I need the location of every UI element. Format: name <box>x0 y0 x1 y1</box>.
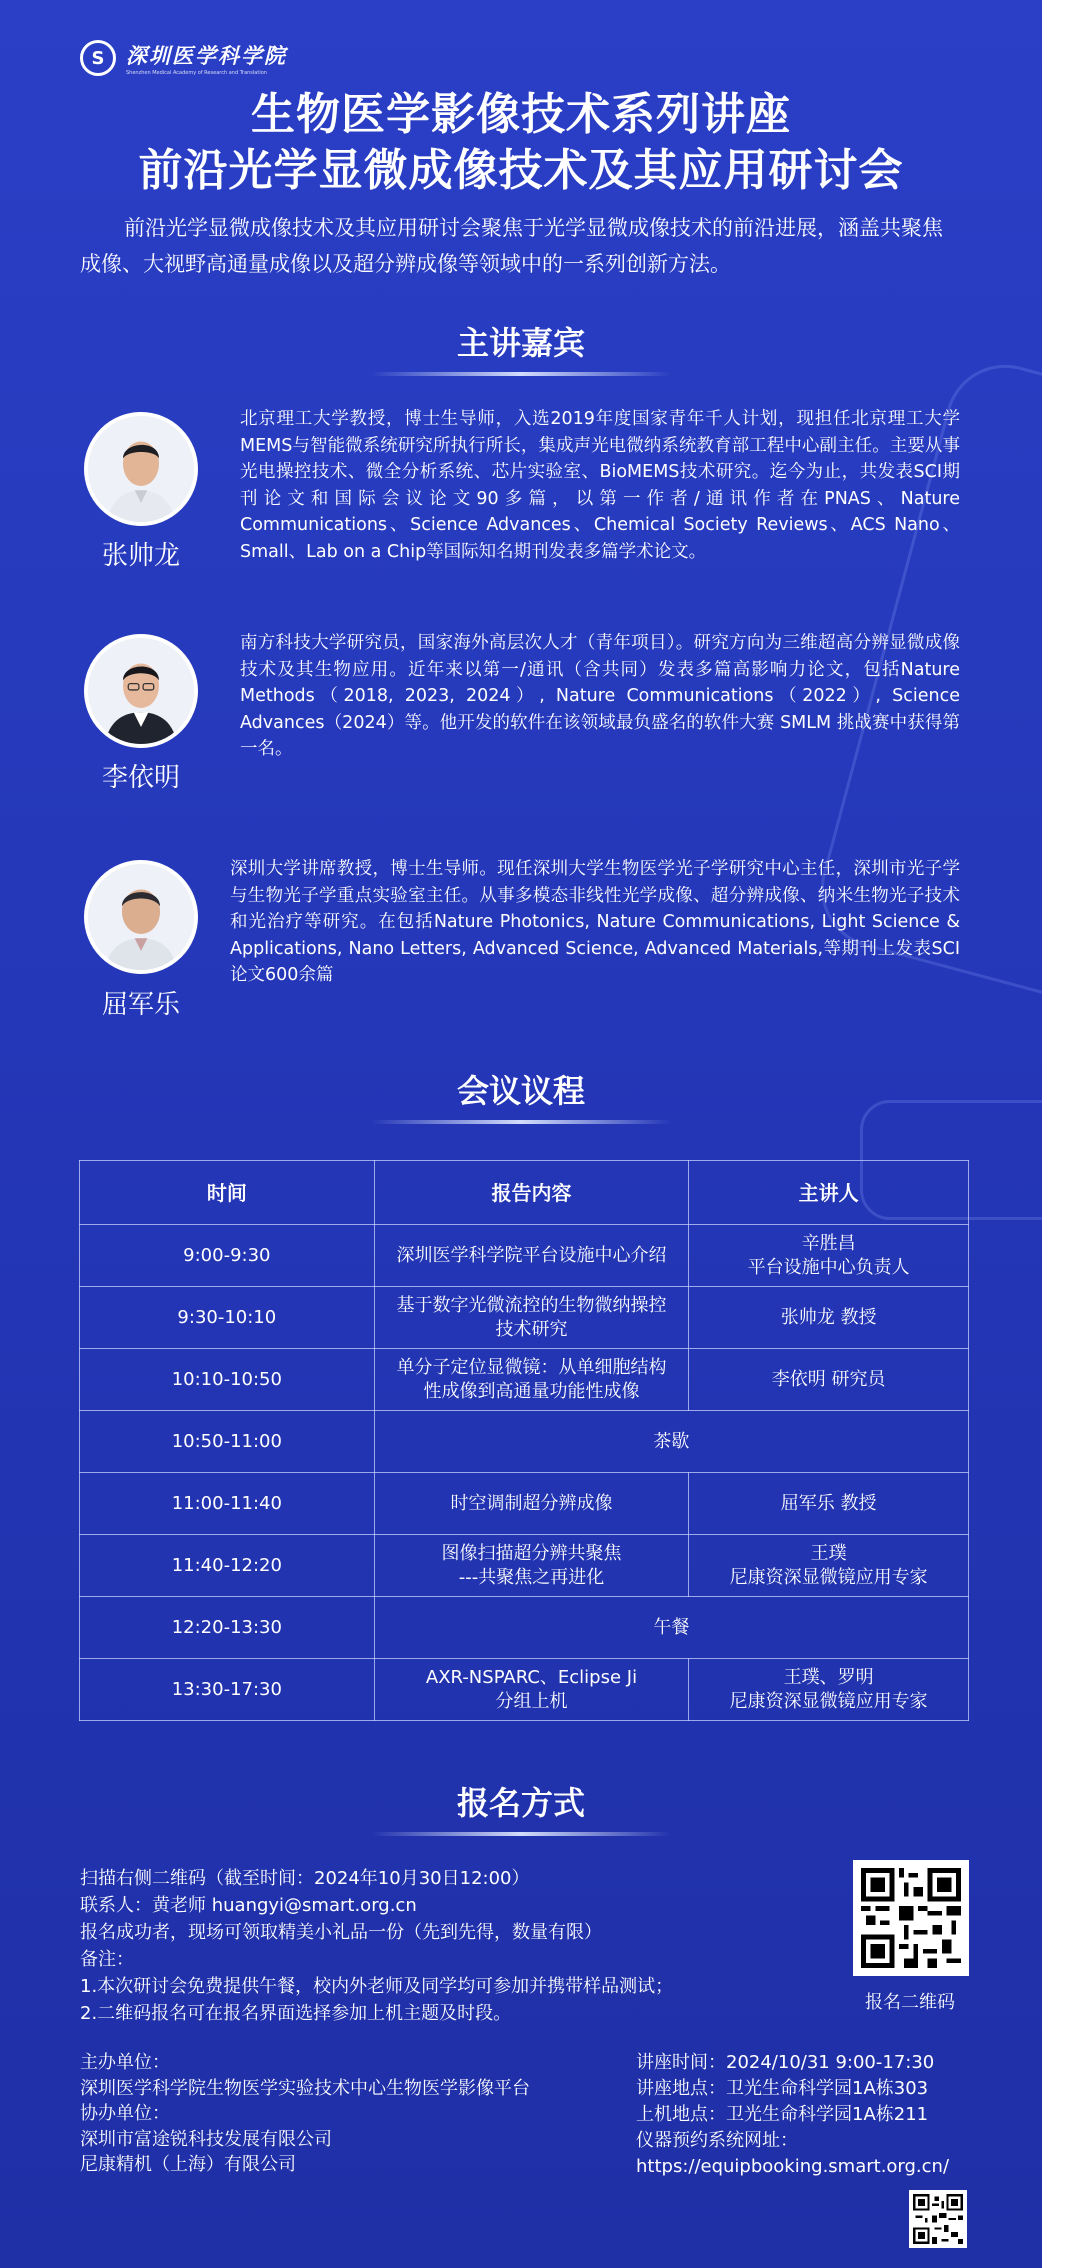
heading-divider <box>371 1832 671 1836</box>
speaker-name-li: 李依明 <box>101 763 180 793</box>
agenda-header-row <box>80 1161 969 1225</box>
qr-code-icon <box>913 2194 963 2244</box>
agenda-speaker: 王璞 尼康资深显微镜应用专家 <box>689 1535 969 1597</box>
logo-name: 深圳医学科学院 <box>126 43 287 68</box>
agenda-topic: 基于数字光微流控的生物微纳操控 技术研究 <box>374 1287 689 1349</box>
agenda-row <box>80 1659 969 1721</box>
qr-code-icon <box>861 1868 961 1968</box>
speaker-photo-li <box>84 634 198 748</box>
lab-venue: 上机地点：卫光生命科学园1A栋211 <box>636 2104 929 2125</box>
organizers <box>80 2050 600 2178</box>
speaker-photo-zhang <box>84 412 198 526</box>
agenda-speaker: 辛胜昌 平台设施中心负责人 <box>689 1225 969 1287</box>
agenda-col-topic: 报告内容 <box>374 1161 689 1225</box>
agenda-row <box>80 1225 969 1287</box>
booking-label: 仪器预约系统网址： <box>636 2130 798 2151</box>
co-organizer: 尼康精机（上海）有限公司 <box>80 2154 296 2175</box>
event-title: 前沿光学显微成像技术及其应用研讨会 <box>138 145 904 196</box>
agenda-break: 茶歇 <box>374 1411 968 1473</box>
speaker-portrait-icon <box>88 638 194 744</box>
agenda-time: 11:40-12:20 <box>80 1535 375 1597</box>
logo-icon: S <box>80 40 116 76</box>
qr-code-caption: 报名二维码 <box>865 1992 955 2013</box>
speaker-photo-qu <box>84 860 198 974</box>
speaker-bio-li: 南方科技大学研究员，国家海外高层次人才（青年项目）。研究方向为三维超高分辨显微成像技术及其生物应用。近年来以第一/通讯（含共同）发表多篇高影响力论文，包括Nature Methods（2018, 2023, 2024）, Nature Communications（2022）, Science Advances（2024）等。他开发的软件在该领域最负盛名的软件大赛 SMLM 挑战赛中获得第一名。 <box>240 633 960 759</box>
agenda-break: 午餐 <box>374 1597 968 1659</box>
agenda-speaker: 李依明 研究员 <box>689 1349 969 1411</box>
agenda-time: 9:30-10:10 <box>80 1287 375 1349</box>
registration-contact[interactable]: 联系人：黄老师 huangyi@smart.org.cn <box>80 1895 417 1916</box>
agenda-speaker: 王璞、罗明 尼康资深显微镜应用专家 <box>689 1659 969 1721</box>
speaker-bio-zhang: 北京理工大学教授，博士生导师，入选2019年度国家青年千人计划，现担任北京理工大学MEMS与智能微系统研究所执行所长，集成声光电微纳系统教育部工程中心副主任。主要从事光电操控技术、微全分析系统、芯片实验室、BioMEMS技术研究。迄今为止，共发表SCI期刊论文和国际会议论文90多篇，以第一作者/通讯作者在PNAS、Nature Communications、Science Advances、Chemical Society Reviews、ACS Nano、Small、Lab on a Chip等国际知名期刊发表多篇学术论文。 <box>240 409 960 562</box>
agenda-speaker: 屈军乐 教授 <box>689 1473 969 1535</box>
page-margin <box>1042 0 1080 2268</box>
speaker-bio-qu: 深圳大学讲席教授，博士生导师。现任深圳大学生物医学光子学研究中心主任，深圳市光子学与生物光子学重点实验室主任。从事多模态非线性光学成像、超分辨成像、纳米生物光子技术和光治疗等研究。在包括Nature Photonics, Nature Communications, Light Science & Applications, Nano Letters, Advanced Science, Advanced Materials,等期刊上发表SCI论文600余篇 <box>230 859 960 985</box>
event-venue: 讲座地点：卫光生命科学园1A栋303 <box>636 2078 929 2099</box>
agenda-time: 13:30-17:30 <box>80 1659 375 1721</box>
registration-line: 1.本次研讨会免费提供午餐，校内外老师及同学均可参加并携带样品测试； <box>80 1976 674 1997</box>
heading-divider <box>371 372 671 376</box>
agenda-row <box>80 1287 969 1349</box>
agenda-time: 12:20-13:30 <box>80 1597 375 1659</box>
logo-english-name: Shenzhen Medical Academy of Research and Translation <box>126 70 267 76</box>
event-series-title: 生物医学影像技术系列讲座 <box>251 89 791 140</box>
agenda-row <box>80 1349 969 1411</box>
registration-line: 2.二维码报名可在报名界面选择参加上机主题及时段。 <box>80 2003 512 2024</box>
host-organization: 深圳医学科学院生物医学实验技术中心生物医学影像平台 <box>80 2077 530 2099</box>
registration-line: 报名成功者，现场可领取精美小礼品一份（先到先得，数量有限） <box>80 1922 602 1943</box>
booking-qr-code[interactable] <box>909 2190 967 2248</box>
agenda-row <box>80 1597 969 1659</box>
co-organizer: 深圳市富途锐科技发展有限公司 <box>80 2128 332 2150</box>
registration-line: 扫描右侧二维码（截至时间：2024年10月30日12:00） <box>80 1868 530 1889</box>
heading-divider <box>371 1120 671 1124</box>
agenda-row <box>80 1473 969 1535</box>
agenda-col-time: 时间 <box>80 1161 375 1225</box>
registration-line: 备注： <box>80 1949 134 1970</box>
agenda-time: 9:00-9:30 <box>80 1225 375 1287</box>
agenda-topic: 图像扫描超分辨共聚焦 ---共聚焦之再进化 <box>374 1535 689 1597</box>
registration-qr-code[interactable] <box>853 1860 969 1976</box>
event-intro: 前沿光学显微成像技术及其应用研讨会聚焦于光学显微成像技术的前沿进展，涵盖共聚焦成像、大视野高通量成像以及超分辨成像等领域中的一系列创新方法。 <box>80 216 943 276</box>
agenda-heading: 会议议程 <box>456 1072 585 1110</box>
co-organizer-label: 协办单位： <box>80 2103 170 2124</box>
agenda-row <box>80 1411 969 1473</box>
registration-details <box>80 1865 700 2027</box>
agenda-topic: 时空调制超分辨成像 <box>374 1473 689 1535</box>
institution-logo <box>80 40 287 76</box>
booking-url-link[interactable]: https://equipbooking.smart.org.cn/ <box>636 2156 950 2177</box>
event-time: 讲座时间：2024/10/31 9:00-17:30 <box>636 2052 935 2073</box>
agenda-time: 10:50-11:00 <box>80 1411 375 1473</box>
agenda-col-speaker: 主讲人 <box>689 1161 969 1225</box>
agenda-topic: AXR-NSPARC、Eclipse Ji 分组上机 <box>374 1659 689 1721</box>
agenda-speaker: 张帅龙 教授 <box>689 1287 969 1349</box>
speaker-name-qu: 屈军乐 <box>101 990 180 1020</box>
event-info <box>636 2050 1036 2180</box>
agenda-topic: 深圳医学科学院平台设施中心介绍 <box>374 1225 689 1287</box>
agenda-time: 10:10-10:50 <box>80 1349 375 1411</box>
host-label: 主办单位： <box>80 2052 170 2073</box>
registration-heading: 报名方式 <box>456 1784 585 1822</box>
speaker-portrait-icon <box>88 416 194 522</box>
speaker-portrait-icon <box>88 864 194 970</box>
agenda-row <box>80 1535 969 1597</box>
speaker-name-zhang: 张帅龙 <box>101 541 180 571</box>
agenda-topic: 单分子定位显微镜：从单细胞结构 性成像到高通量功能性成像 <box>374 1349 689 1411</box>
speakers-heading: 主讲嘉宾 <box>456 324 585 362</box>
agenda-time: 11:00-11:40 <box>80 1473 375 1535</box>
agenda-table <box>79 1160 969 1721</box>
